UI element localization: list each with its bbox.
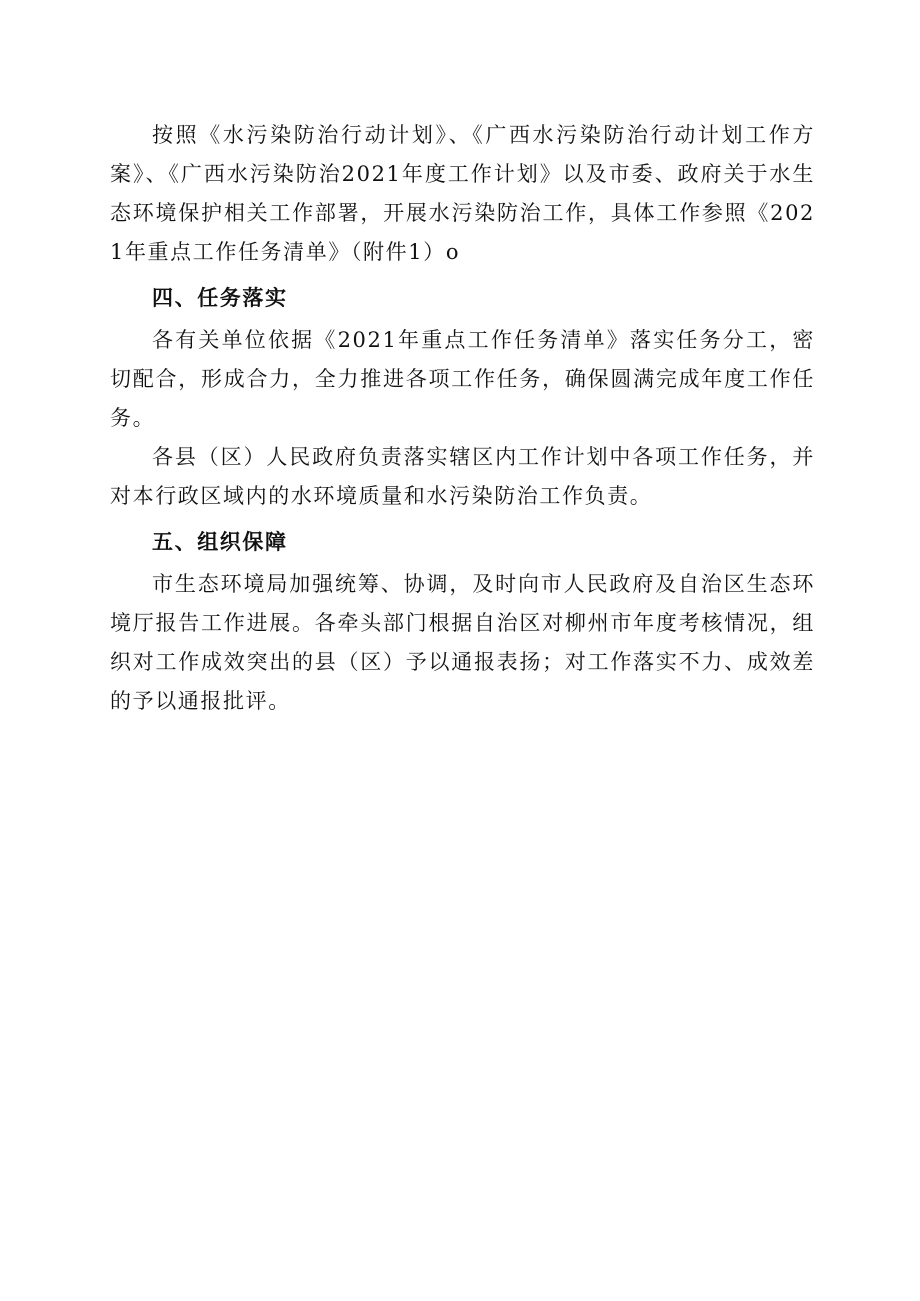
paragraph-county-responsibility: 各县（区）人民政府负责落实辖区内工作计划中各项工作任务，并对本行政区域内的水环境质量和水污染防治工作负责。 bbox=[110, 445, 815, 508]
section-heading-organizational-guarantee: 五、组织保障 bbox=[152, 530, 288, 554]
document-body bbox=[110, 116, 815, 721]
paragraph-coordination-evaluation: 市生态环境局加强统筹、协调，及时向市人民政府及自治区生态环境厅报告工作进展。各牵头部门根据自治区对柳州市年度考核情况，组织对工作成效突出的县（区）予以通报表扬；对工作落实不力、成效差的予以通报批评。 bbox=[110, 572, 815, 713]
section-heading-task-implementation: 四、任务落实 bbox=[152, 286, 288, 310]
paragraph-work-basis: 按照《水污染防治行动计划》、《广西水污染防治行动计划工作方案》、《广西水污染防治2021年度工作计划》以及市委、政府关于水生态环境保护相关工作部署，开展水污染防治工作，具体工作参照《2021年重点工作任务清单》（附件1）o bbox=[110, 123, 815, 264]
paragraph-task-division: 各有关单位依据《2021年重点工作任务清单》落实任务分工，密切配合，形成合力，全力推进各项工作任务，确保圆满完成年度工作任务。 bbox=[110, 328, 815, 430]
